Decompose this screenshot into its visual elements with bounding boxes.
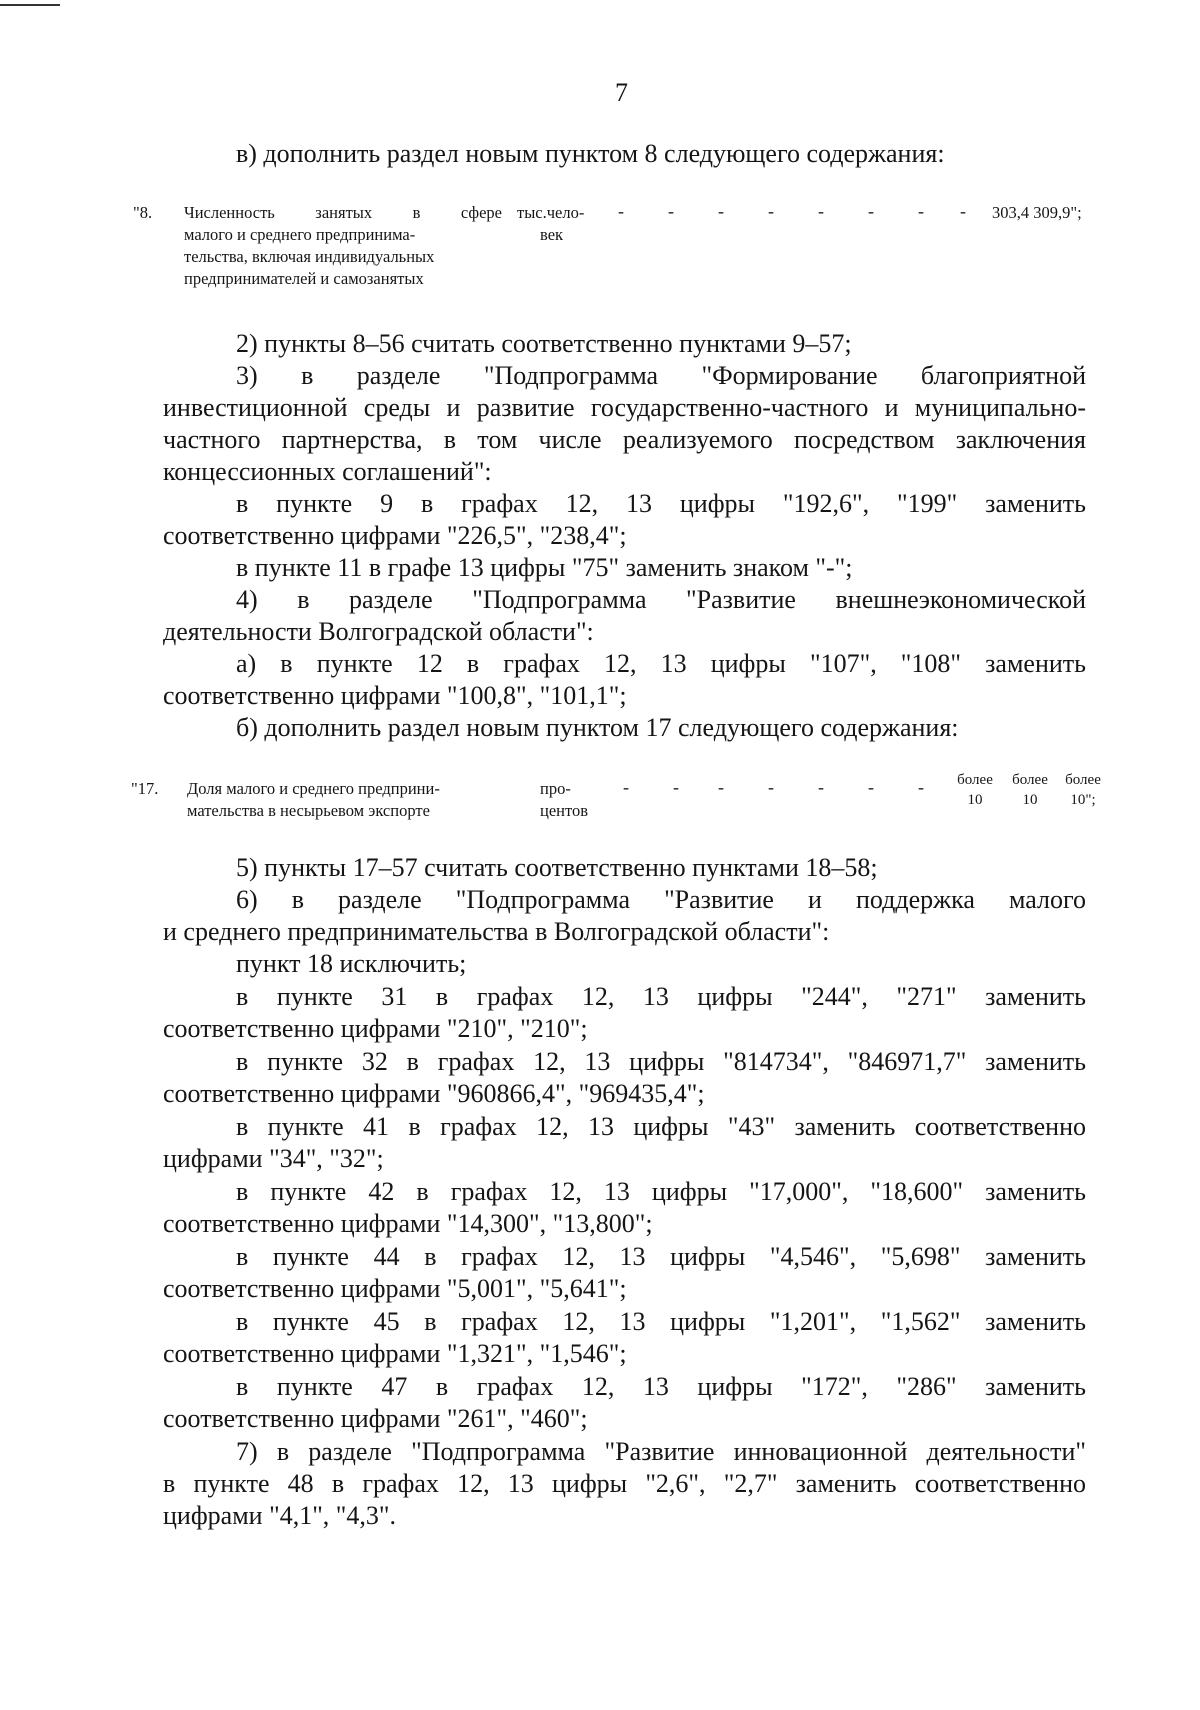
empty-cell-dash: - bbox=[623, 777, 629, 797]
paragraph-point-42: в пункте 42 в графах 12, 13 цифры "17,000", "18,600" заменить bbox=[236, 1177, 1086, 1206]
row-unit-line: центов bbox=[540, 801, 589, 820]
row-number: "8. bbox=[133, 203, 153, 222]
row-name-line: предпринимателей и самозанятых bbox=[184, 269, 424, 288]
paragraph-continuation: частного партнерства, в том числе реализуемого посредством заключения bbox=[163, 425, 1086, 454]
empty-cell-dash: - bbox=[768, 777, 774, 797]
paragraph-item-7: 7) в разделе "Подпрограмма "Развитие инновационной деятельности" bbox=[236, 1437, 1086, 1466]
paragraph-point-47: в пункте 47 в графах 12, 13 цифры "172", "286" заменить bbox=[236, 1372, 1086, 1401]
paragraph-continuation: инвестиционной среды и развитие государственно-частного и муниципально- bbox=[163, 393, 1086, 422]
paragraph-item-4: 4) в разделе "Подпрограмма "Развитие внешнеэкономической bbox=[236, 585, 1086, 614]
paragraph-sub-b: б) дополнить раздел новым пунктом 17 следующего содержания: bbox=[236, 713, 959, 742]
row-unit-line: про- bbox=[540, 779, 571, 798]
paragraph-continuation: концессионных соглашений": bbox=[163, 457, 492, 486]
empty-cell-dash: - bbox=[868, 777, 874, 797]
row-value-bottom: 10"; bbox=[1070, 792, 1096, 808]
paragraph-item-3: 3) в разделе "Подпрограмма "Формирование благоприятной bbox=[236, 361, 1086, 390]
scan-edge-line bbox=[0, 4, 60, 6]
paragraph-continuation: соответственно цифрами "1,321", "1,546"; bbox=[163, 1339, 627, 1368]
row-value-top: более bbox=[1065, 772, 1101, 788]
paragraph-continuation: соответственно цифрами "261", "460"; bbox=[163, 1404, 588, 1433]
row-number: "17. bbox=[131, 779, 159, 798]
paragraph-point-41: в пункте 41 в графах 12, 13 цифры "43" заменить соответственно bbox=[236, 1112, 1086, 1141]
row-value-bottom: 10 bbox=[1022, 792, 1038, 808]
row-values: 303,4 309,9"; bbox=[992, 203, 1082, 222]
empty-cell-dash: - bbox=[960, 201, 966, 221]
paragraph-item-5: 5) пункты 17–57 считать соответственно пунктами 18–58; bbox=[236, 853, 878, 882]
paragraph-point-44: в пункте 44 в графах 12, 13 цифры "4,546", "5,698" заменить bbox=[236, 1242, 1086, 1271]
row-unit-line: век bbox=[540, 225, 564, 244]
empty-cell-dash: - bbox=[618, 201, 624, 221]
paragraph-continuation: соответственно цифрами "100,8", "101,1"; bbox=[163, 681, 627, 710]
paragraph-point-9: в пункте 9 в графах 12, 13 цифры "192,6", "199" заменить bbox=[236, 489, 1086, 518]
empty-cell-dash: - bbox=[918, 777, 924, 797]
empty-cell-dash: - bbox=[673, 777, 679, 797]
paragraph-item-2: 2) пункты 8–56 считать соответственно пунктами 9–57; bbox=[236, 329, 852, 358]
row-name-line: Доля малого и среднего предприни- bbox=[187, 779, 440, 798]
paragraph-point-11: в пункте 11 в графе 13 цифры "75" заменить знаком "-"; bbox=[236, 553, 853, 582]
empty-cell-dash: - bbox=[718, 777, 724, 797]
paragraph-sub-a: а) в пункте 12 в графах 12, 13 цифры "107", "108" заменить bbox=[236, 649, 1086, 678]
row-name-line: мательства в несырьевом экспорте bbox=[187, 801, 430, 820]
row-value-top: более bbox=[1012, 772, 1048, 788]
empty-cell-dash: - bbox=[818, 777, 824, 797]
page-number: 7 bbox=[615, 78, 628, 107]
paragraph-continuation: в пункте 48 в графах 12, 13 цифры "2,6", "2,7" заменить соответственно bbox=[163, 1469, 1086, 1498]
paragraph-point-31: в пункте 31 в графах 12, 13 цифры "244", "271" заменить bbox=[236, 982, 1086, 1011]
row-name-line: малого и среднего предпринима- bbox=[184, 225, 416, 244]
empty-cell-dash: - bbox=[818, 201, 824, 221]
empty-cell-dash: - bbox=[768, 201, 774, 221]
row-value-bottom: 10 bbox=[967, 792, 983, 808]
paragraph-continuation: соответственно цифрами "960866,4", "969435,4"; bbox=[163, 1079, 705, 1108]
paragraph-point-32: в пункте 32 в графах 12, 13 цифры "814734", "846971,7" заменить bbox=[236, 1047, 1086, 1076]
paragraph-continuation: соответственно цифрами "210", "210"; bbox=[163, 1014, 588, 1043]
intro-paragraph: в) дополнить раздел новым пунктом 8 следующего содержания: bbox=[236, 139, 945, 168]
paragraph-continuation: деятельности Волгоградской области": bbox=[163, 617, 594, 646]
paragraph-continuation: цифрами "34", "32"; bbox=[163, 1144, 384, 1173]
empty-cell-dash: - bbox=[668, 201, 674, 221]
paragraph-continuation: соответственно цифрами "5,001", "5,641"; bbox=[163, 1274, 627, 1303]
empty-cell-dash: - bbox=[868, 201, 874, 221]
paragraph-continuation: цифрами "4,1", "4,3". bbox=[163, 1501, 397, 1530]
paragraph-item-6: 6) в разделе "Подпрограмма "Развитие и поддержка малого bbox=[236, 885, 1086, 914]
paragraph-point-18: пункт 18 исключить; bbox=[236, 949, 467, 978]
paragraph-continuation: соответственно цифрами "226,5", "238,4"; bbox=[163, 521, 627, 550]
row-value-top: более bbox=[957, 772, 993, 788]
paragraph-continuation: и среднего предпринимательства в Волгоградской области": bbox=[163, 917, 830, 946]
paragraph-continuation: соответственно цифрами "14,300", "13,800"; bbox=[163, 1209, 653, 1238]
paragraph-point-45: в пункте 45 в графах 12, 13 цифры "1,201", "1,562" заменить bbox=[236, 1307, 1086, 1336]
empty-cell-dash: - bbox=[718, 201, 724, 221]
row-name-line: Численность занятых в сфере bbox=[184, 203, 502, 222]
row-name-line: тельства, включая индивидуальных bbox=[184, 247, 435, 266]
empty-cell-dash: - bbox=[918, 201, 924, 221]
row-unit-line: тыс.чело- bbox=[517, 203, 585, 222]
